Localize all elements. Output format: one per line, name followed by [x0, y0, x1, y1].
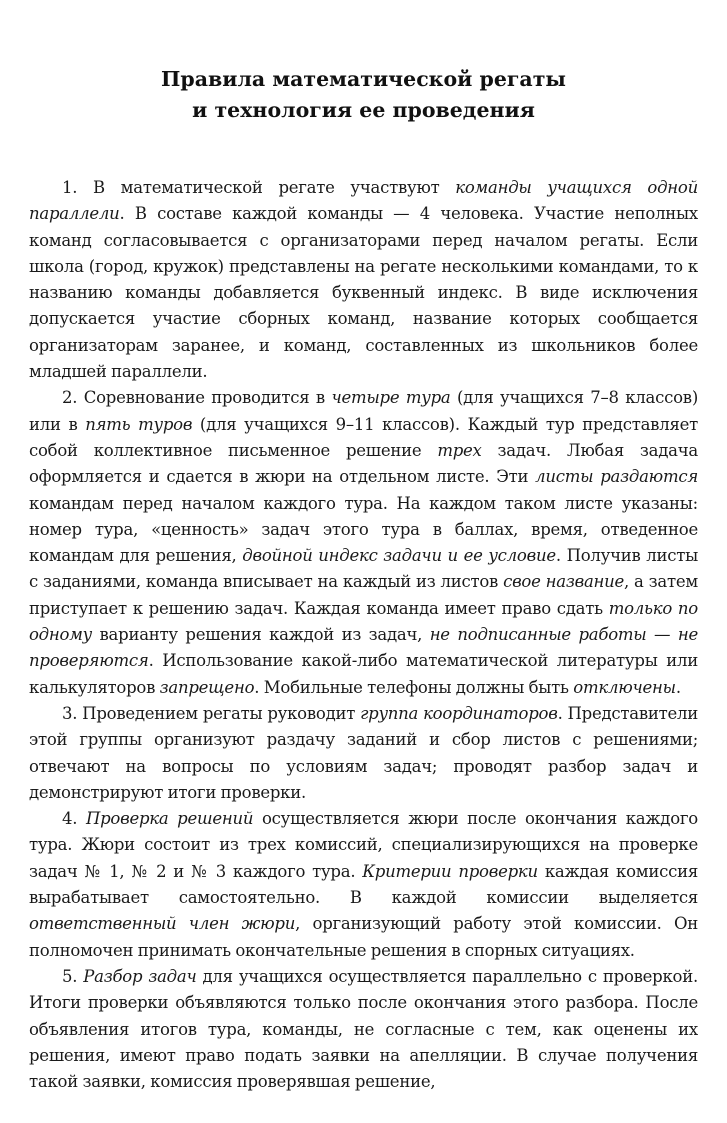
emphasis-text: запрещено [159, 677, 255, 697]
text-run: . Использование какой-либо математической литературы или калькуляторов [29, 651, 698, 697]
emphasis-text: команды учащихся одной параллели [29, 178, 698, 224]
text-run: 1. В математической регате участвуют [62, 178, 456, 197]
text-run: , организующий работу этой комиссии. Он полномочен принимать окончательные решения в спорных ситуациях. [29, 914, 699, 960]
emphasis-text: не подписанные работы — не проверяются [29, 625, 698, 671]
emphasis-text: Критерии проверки [362, 861, 538, 881]
emphasis-text: только по одному [29, 598, 698, 645]
rules-body [29, 175, 698, 1095]
text-run: задач. Любая задача оформляется и сдается в жюри на отдельном листе. Эти [29, 440, 698, 487]
text-run: . Представители этой группы организуют раздачу заданий и сбор листов с решениями; отвечают на вопросы по условиям задач; проводят разбор задач и демонстрируют итоги проверки. [29, 703, 699, 802]
rule-paragraph-4 [29, 806, 698, 964]
title-line-1: Правила математической регаты [161, 67, 566, 91]
text-run: командам перед началом каждого тура. На каждом таком листе указаны: номер тура, «ценность» задач этого тура в баллах, время, отведенное командам для решения, [29, 493, 698, 566]
text-run: 5. [62, 966, 84, 986]
document-title [29, 64, 698, 126]
emphasis-text: ответственный член жюри [29, 914, 296, 934]
text-run: 4. [62, 809, 86, 829]
text-run: (для учащихся 7–8 классов) или в [29, 388, 699, 434]
emphasis-text: листы раздаются [535, 467, 699, 487]
text-run: для учащихся осуществляется параллельно с проверкой. Итоги проверки объявляются только после окончания этого разбора. После объявления итогов тура, команды, не согласные с тем, как оценены их решения, имеют право подать заявки на апелляции. В случае получения такой заявки, комиссия проверявшая решение, [29, 966, 698, 1092]
document-page [29, 0, 698, 1095]
emphasis-text: отключены [573, 677, 676, 697]
text-run: 3. Проведением регаты руководит [62, 703, 361, 723]
emphasis-text: четыре тура [331, 388, 451, 408]
rule-paragraph-3 [29, 701, 698, 806]
emphasis-text: группа координаторов [360, 703, 558, 723]
text-run: , а затем приступает к решению задач. Каждая команда имеет право сдать [29, 572, 698, 618]
text-run: . В составе каждой команды — 4 человека. Участие неполных команд согласовывается с организаторами перед началом регаты. Если школа (город, кружок) представлены на регате несколькими командами, то к названию команды добавляется буквенный индекс. В виде исключения допускается участие сборных команд, название которых сообщается организаторам заранее, и команд, составленных из школьников более младшей параллели. [29, 204, 698, 382]
emphasis-text: Разбор задач [83, 966, 197, 986]
emphasis-text: Проверка решений [85, 809, 254, 829]
text-run: 2. Соревнование проводится в [62, 388, 332, 408]
text-run: . [675, 677, 681, 697]
text-run: (для учащихся 9–11 классов). Каждый тур представляет собой коллективное письменное решение [29, 414, 698, 460]
text-run: варианту решения каждой из задач, [91, 625, 430, 645]
text-run: каждая комиссия вырабатывает самостоятельно. В каждой комиссии выделяется [29, 861, 698, 908]
emphasis-text: трех [437, 440, 482, 460]
rule-paragraph-2 [29, 385, 698, 701]
emphasis-text: пять туров [85, 414, 193, 434]
text-run: осуществляется жюри после окончания каждого тура. Жюри состоит из трех комиссий, специализирующихся на проверке задач № 1, № 2 и № 3 каждого тура. [29, 809, 698, 881]
text-run: . Получив листы с заданиями, команда вписывает на каждый из листов [29, 546, 698, 592]
rule-paragraph-1 [29, 175, 698, 385]
title-line-2: и технология ее проведения [192, 98, 535, 122]
rule-paragraph-5 [29, 964, 698, 1095]
emphasis-text: свое название [503, 572, 625, 592]
text-run: . Мобильные телефоны должны быть [254, 677, 574, 697]
emphasis-text: двойной индекс задачи и ее условие [242, 546, 556, 566]
